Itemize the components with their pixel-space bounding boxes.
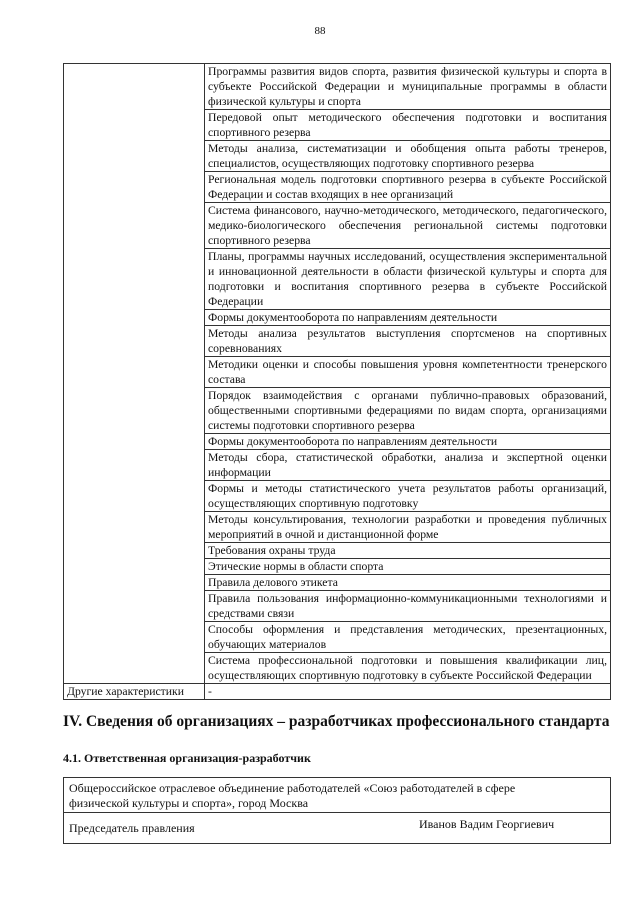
knowledge-item: Порядок взаимодействия с органами публично-правовых образований, общественными спортивными федерациями по видам спорта, организациями системы подготовки спортивного резерва (205, 388, 611, 434)
developer-organization-box (63, 777, 611, 844)
knowledge-item: Передовой опыт методического обеспечения подготовки и воспитания спортивного резерва (205, 110, 611, 141)
knowledge-item: Методики оценки и способы повышения уровня компетентности тренерского состава (205, 357, 611, 388)
table-row (64, 64, 611, 110)
required-knowledge-label-cell (64, 64, 205, 684)
knowledge-item: Планы, программы научных исследований, осуществления экспериментальной и инновационной деятельности в области физической культуры и спорта для подготовки и воспитания спортивного резерва в субъекте Российской Федерации (205, 249, 611, 310)
knowledge-item: Методы анализа результатов выступления спортсменов на спортивных соревнованиях (205, 326, 611, 357)
knowledge-item: Методы консультирования, технологии разработки и проведения публичных мероприятий в очной и дистанционной форме (205, 512, 611, 543)
knowledge-item: Требования охраны труда (205, 543, 611, 559)
knowledge-item: Формы документооборота по направлениям деятельности (205, 310, 611, 326)
other-characteristics-label: Другие характеристики (64, 684, 205, 700)
developer-box-divider (64, 812, 610, 813)
section-heading: IV. Сведения об организациях – разработчиках профессионального стандарта (63, 713, 610, 730)
developer-person-name: Иванов Вадим Георгиевич (419, 817, 555, 831)
knowledge-item: Правила делового этикета (205, 575, 611, 591)
developer-organization-name: Общероссийское отраслевое объединение работодателей «Союз работодателей в сфере физической культуры и спорта», город Москва (69, 781, 516, 810)
knowledge-item: Региональная модель подготовки спортивного резерва в субъекте Российской Федерации и состав входящих в нее организаций (205, 172, 611, 203)
table-row-other (64, 684, 611, 700)
knowledge-item: Способы оформления и представления методических, презентационных, обучающих материалов (205, 622, 611, 653)
knowledge-table (63, 63, 611, 700)
knowledge-item: Система финансового, научно-методического, методического, педагогического, медико-биологического обеспечения региональной системы подготовки спортивного резерва (205, 203, 611, 249)
other-characteristics-value: - (205, 684, 611, 700)
page-number: 88 (314, 25, 326, 37)
subsection-heading: 4.1. Ответственная организация-разработчик (63, 751, 311, 765)
knowledge-item: Формы и методы статистического учета результатов работы организаций, осуществляющих спортивную подготовку (205, 481, 611, 512)
knowledge-item: Этические нормы в области спорта (205, 559, 611, 575)
knowledge-item: Правила пользования информационно-коммуникационными технологиями и средствами связи (205, 591, 611, 622)
knowledge-item: Программы развития видов спорта, развития физической культуры и спорта в субъекте Российской Федерации и муниципальные программы в области физической культуры и спорта (205, 64, 611, 110)
knowledge-item: Методы сбора, статистической обработки, анализа и экспертной оценки информации (205, 450, 611, 481)
developer-position: Председатель правления (69, 821, 195, 835)
knowledge-item: Система профессиональной подготовки и повышения квалификации лиц, осуществляющих спортивную подготовку в субъекте Российской Федерации (205, 653, 611, 684)
knowledge-table-body (64, 64, 611, 700)
knowledge-item: Формы документооборота по направлениям деятельности (205, 434, 611, 450)
knowledge-item: Методы анализа, систематизации и обобщения опыта работы тренеров, специалистов, осуществляющих подготовку спортивного резерва (205, 141, 611, 172)
